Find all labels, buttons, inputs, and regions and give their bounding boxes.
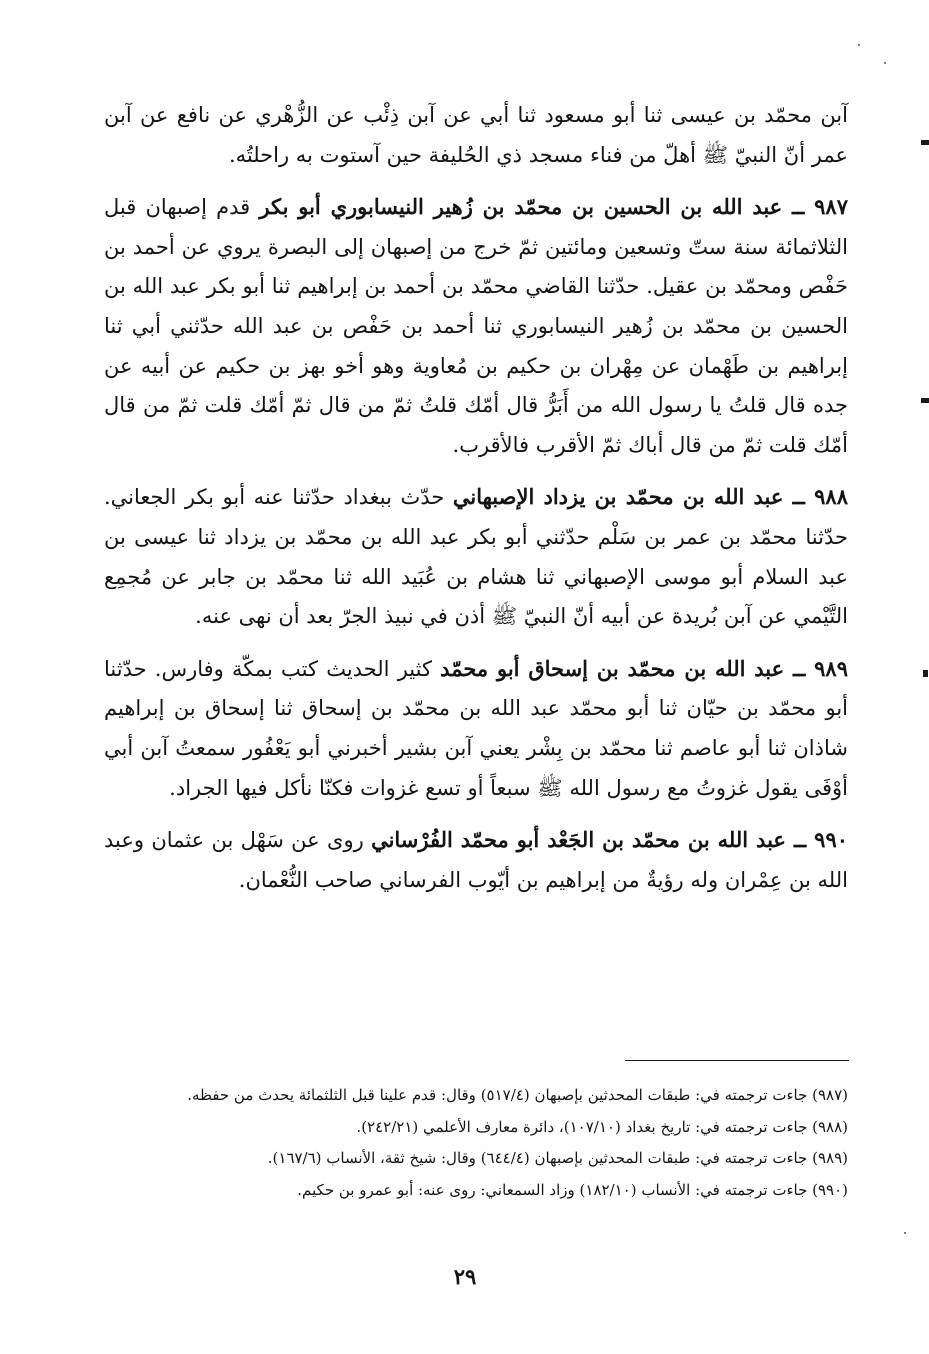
scan-speck [858, 44, 860, 46]
footnote-988: (٩٨٨) جاءت ترجمته في: تاريخ بغداد (١٠٧/١٠)، دائرة معارف الأعلمي (٢٤٢/٢١). [356, 1117, 848, 1136]
entry-989 [104, 649, 848, 808]
entry-text: كثير الحديث كتب بمكّة وفارس. حدّثنا أبو محمّد بن حيّان ثنا أبو محمّد عبد الله بن محمّد بن إسحاق ثنا إسحاق بن إبراهيم شاذان ثنا أبو عاصم ثنا محمّد بن بِشْر يعني آبن بشير أخبرني أبو يَعْفُور سمعتُ آبن أبي أوْفَى يقول غزوتُ مع رسول الله ﷺ سبعاً أو تسع غزوات فكنّا نأكل فيها الجراد. [104, 656, 848, 800]
footnotes [104, 1080, 848, 1206]
entry-heading: ٩٨٧ ــ عبد الله بن الحسين بن محمّد بن زُهير النيسابوري أبو بكر [259, 194, 848, 220]
entry-heading: ٩٩٠ ــ عبد الله بن محمّد بن الجَعْد أبو محمّد الفُرْساني [371, 827, 849, 853]
entry-988 [104, 477, 848, 636]
footnote-987: (٩٨٧) جاءت ترجمته في: طبقات المحدثين بإصبهان (٥١٧/٤) وقال: قدم علينا قبل الثلثمائة يحدث من حفظه. [187, 1086, 848, 1104]
page-number: ٢٩ [453, 1264, 477, 1289]
binding-edge-mark [921, 140, 929, 145]
entry-987 [104, 187, 848, 465]
footnote-989: (٩٨٩) جاءت ترجمته في: طبقات المحدثين بإصبهان (٦٤٤/٤) وقال: شيخ ثقة، الأنساب (١٦٧/٦). [267, 1149, 848, 1167]
entry-heading: ٩٨٩ ــ عبد الله بن محمّد بن إسحاق أبو محمّد [440, 655, 848, 681]
footnote-990: (٩٩٠) جاءت ترجمته في: الأنساب (١٨٢/١٠) وزاد السمعاني: روى عنه: أبو عمرو بن حكيم. [297, 1180, 848, 1199]
scan-speck [904, 1232, 906, 1234]
binding-edge-mark [921, 398, 929, 403]
entry-990 [104, 820, 848, 900]
continuation-paragraph: آبن محمّد بن عيسى ثنا أبو مسعود ثنا أبي عن آبن ذِئْب عن الزُّهْري عن نافع عن آبن عمر أنّ النبيّ ﷺ أهلّ من فناء مسجد ذي الحُليفة حين آستوت به راحلتُه. [104, 103, 848, 167]
binding-edge-mark [923, 670, 928, 677]
scan-speck [884, 62, 886, 64]
entry-text: حدّث ببغداد حدّثنا عنه أبو بكر الجعاني. حدّثنا محمّد بن عمر بن سَلْم حدّثني أبو بكر عبد الله بن محمّد بن يزداد ثنا عيسى بن عبد السلام أبو موسى الإصبهاني ثنا هشام بن عُبَيد الله ثنا محمّد بن جابر عن مُجمِع التَّيْمي عن آبن بُريدة عن أبيه أنّ النبيّ ﷺ أذن في نبيذ الجرّ بعد أن نهى عنه. [104, 485, 848, 629]
main-text [104, 96, 848, 900]
footnote-divider [625, 1060, 849, 1061]
entry-heading: ٩٨٨ ــ عبد الله بن محمّد بن يزداد الإصبهاني [452, 484, 848, 510]
entry-text: روى عن سَهْل بن عثمان وعبد الله بن عِمْران وله رؤيةٌ من إبراهيم بن أيّوب الفرساني صاحب النُّعْمان. [104, 828, 848, 892]
entry-text: قدم إصبهان قبل الثلاثمائة سنة ستّ وتسعين ومائتين ثمّ خرج من إصبهان إلى البصرة يروي عن أحمد بن حَفْص ومحمّد بن عقيل. حدّثنا القاضي محمّد بن أحمد بن إبراهيم ثنا أبو بكر عبد الله بن الحسين بن محمّد بن زُهير النيسابوري ثنا أحمد بن حَفْص بن عبد الله حدّثني أبي ثنا إبراهيم بن طَهْمان عن مِهْران بن حكيم بن مُعاوية وهو أخو بهز بن حكيم عن أبيه عن جده قال قلتُ يا رسول الله من أَبَرُّ قال أمّك قلتُ ثمّ من قال ثمّ أمّك قلت ثمّ من قال أمّك قلت ثمّ من قال أباك ثمّ الأقرب فالأقرب. [104, 195, 848, 457]
